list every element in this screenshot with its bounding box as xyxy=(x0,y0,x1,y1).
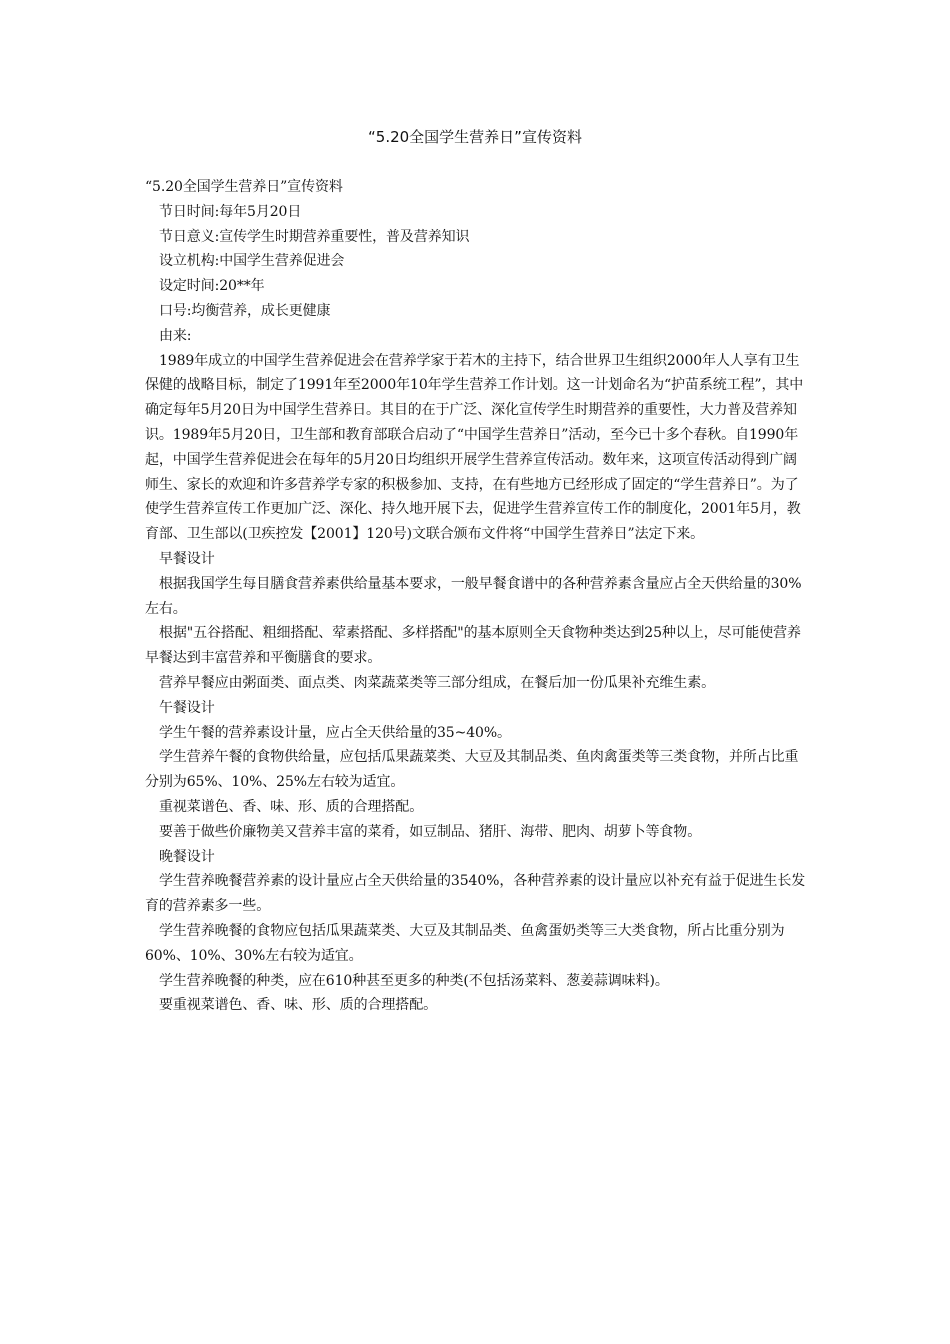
paragraph: 由来: xyxy=(159,327,192,344)
paragraph: 根据"五谷搭配、粗细搭配、荤素搭配、多样搭配"的基本原则全天食物种类达到25种以上，尽可能使营养早餐达到丰富营养和平衡膳食的要求。 xyxy=(145,625,801,667)
paragraph: 学生营养晚餐的食物应包括瓜果蔬菜类、大豆及其制品类、鱼禽蛋奶类等三大类食物，所占比重分别为60%、10%、30%左右较为适宜。 xyxy=(145,922,785,964)
paragraph: 营养早餐应由粥面类、面点类、肉菜蔬菜类等三部分组成，在餐后加一份瓜果补充维生素。 xyxy=(159,674,715,691)
paragraph: 1989年成立的中国学生营养促进会在营养学家于若木的主持下，结合世界卫生组织2000年人人享有卫生保健的战略目标，制定了1991年至2000年10年学生营养工作计划。这一计划命名为“护苗系统工程”，其中确定每年5月20日为中国学生营养日。其目的在于广泛、深化宣传学生时期营养的重要性，大力普及营养知识。1989年5月20日，卫生部和教育部联合启动了“中国学生营养日”活动，至今已十多个春秋。自1990年起，中国学生营养促进会在每年的5月20日均组织开展学生营养宣传活动。数年来，这项宣传活动得到广阔师生、家长的欢迎和许多营养学专家的积极参加、支持，在有些地方已经形成了固定的“学生营养日”。为了使学生营养宣传工作更加广泛、深化、持久地开展下去，促进学生营养宣传工作的制度化，2001年5月，教育部、卫生部以(卫疾控发【2001】120号)文联合颁布文件将“中国学生营养日”法定下来。 xyxy=(145,352,804,543)
paragraph: 设立机构:中国学生营养促进会 xyxy=(159,253,345,270)
paragraph: 学生营养晚餐的种类，应在610种甚至更多的种类(不包括汤菜料、葱姜蒜调味料)。 xyxy=(159,972,669,989)
paragraph: 要重视菜谱色、香、味、形、质的合理搭配。 xyxy=(159,997,437,1014)
paragraph: 早餐设计 xyxy=(159,550,215,567)
paragraph: 口号:均衡营养，成长更健康 xyxy=(159,302,331,319)
paragraph: 晚餐设计 xyxy=(159,848,215,865)
paragraph: 设定时间:20**年 xyxy=(159,278,265,295)
paragraph: 学生午餐的营养素设计量，应占全天供给量的35~40%。 xyxy=(159,724,511,741)
paragraph: 要善于做些价廉物美又营养丰富的菜肴，如豆制品、猪肝、海带、肥肉、胡萝卜等食物。 xyxy=(159,823,702,840)
paragraph: 节日时间:每年5月20日 xyxy=(159,203,302,220)
paragraph: “5.20全国学生营养日”宣传资料 xyxy=(145,179,343,195)
paragraph: 学生营养午餐的食物供给量，应包括瓜果蔬菜类、大豆及其制品类、鱼肉禽蛋类等三类食物，并所占比重分别为65%、10%、25%左右较为适宜。 xyxy=(145,749,799,791)
paragraph: 节日意义:宣传学生时期营养重要性，普及营养知识 xyxy=(159,228,470,245)
paragraph: 根据我国学生每目膳食营养素供给量基本要求，一般早餐食谱中的各种营养素含量应占全天供给量的30%左右。 xyxy=(145,575,802,617)
paragraph: 学生营养晚餐营养素的设计量应占全天供给量的3540%，各种营养素的设计量应以补充有益于促进生长发育的营养素多一些。 xyxy=(145,873,806,915)
document-body xyxy=(145,175,807,1018)
document-title: “5.20全国学生营养日”宣传资料 xyxy=(368,128,582,146)
paragraph: 午餐设计 xyxy=(159,699,215,716)
paragraph: 重视菜谱色、香、味、形、质的合理搭配。 xyxy=(159,798,424,815)
